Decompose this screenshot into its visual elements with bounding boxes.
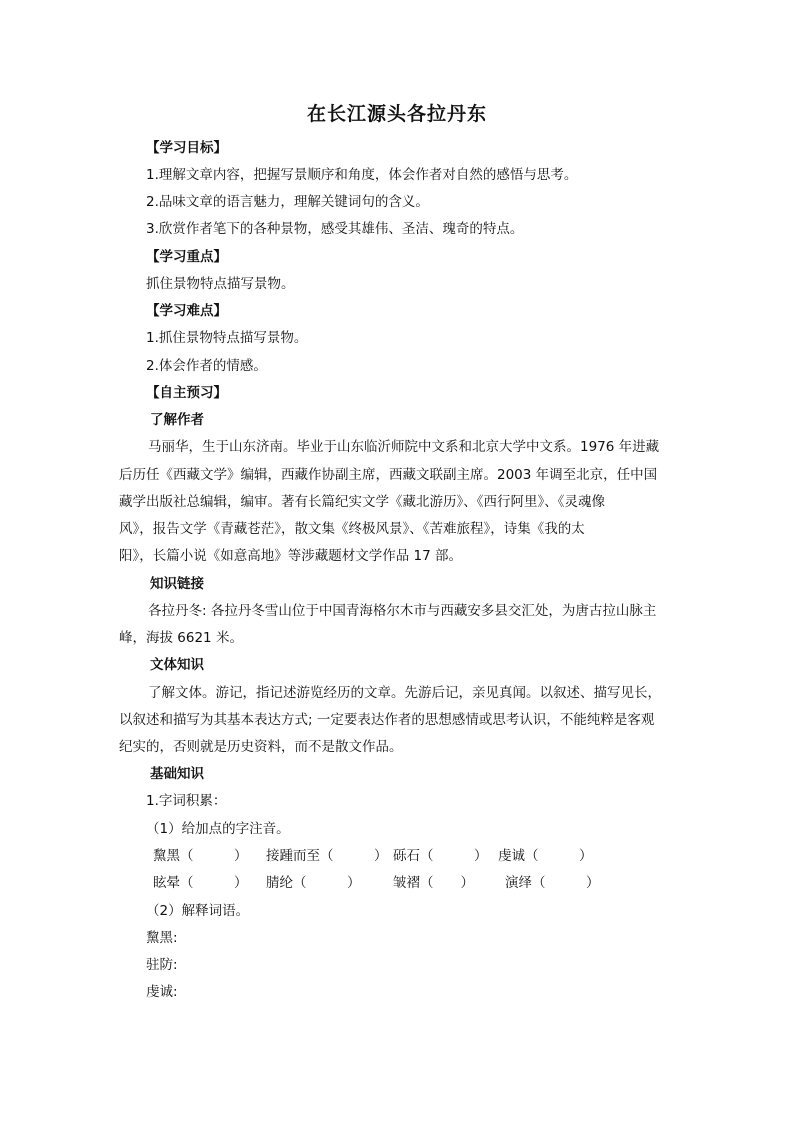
goal-item: 1.理解文章内容，把握写景顺序和角度，体会作者对自然的感悟与思考。 (146, 167, 578, 183)
knowledge-paragraph-line: 峰，海拔 6621 米。 (119, 630, 243, 646)
author-paragraph-line: 风》，报告文学《青藏苍茫》，散文集《终极风景》、《苦难旅程》，诗集《我的太 (119, 521, 585, 537)
section-heading-goals: 【学习目标】 (146, 140, 227, 156)
difficulty-item: 2.体会作者的情感。 (146, 358, 267, 374)
basics-subitem: （2）解释词语。 (146, 903, 250, 919)
section-heading-difficulty: 【学习难点】 (146, 303, 227, 319)
pinyin-blank: 演绎（ ） (505, 875, 600, 891)
author-paragraph-line: 后历任《西藏文学》编辑，西藏作协副主席，西藏文联副主席。2003 年调至北京，任中国 (119, 467, 658, 483)
knowledge-paragraph-line: 各拉丹冬: 各拉丹冬雪山位于中国青海格尔木市与西藏安多县交汇处，为唐古拉山脉主 (148, 603, 657, 619)
page-title: 在长江源头各拉丹东 (306, 103, 487, 125)
pinyin-blank: 砾石（ ） (393, 848, 488, 864)
goal-item: 3.欣赏作者笔下的各种景物，感受其雄伟、圣洁、瑰奇的特点。 (146, 221, 524, 237)
pinyin-blank: 黧黑（ ） (153, 848, 248, 864)
pinyin-blank: 眩晕（ ） (153, 875, 248, 891)
define-word: 黧黑: (146, 930, 178, 946)
pinyin-blank: 接踵而至（ ） (266, 848, 388, 864)
author-paragraph-line: 阳》，长篇小说《如意高地》等涉藏题材文学作品 17 部。 (119, 548, 463, 564)
pinyin-blank: 皱褶（ ） (393, 875, 474, 891)
focus-text: 抓住景物特点描写景物。 (146, 276, 295, 292)
basics-subitem: （1）给加点的字注音。 (146, 821, 290, 837)
genre-paragraph-line: 以叙述和描写为其基本表达方式; 一定要表达作者的思想感情或思考认识，不能纯粹是客观 (119, 712, 655, 728)
basics-item: 1.字词积累： (146, 793, 227, 809)
author-paragraph-line: 马丽华，生于山东济南。毕业于山东临沂师院中文系和北京大学中文系。1976 年进藏 (148, 439, 660, 455)
goal-item: 2.品味文章的语言魅力，理解关键词句的含义。 (146, 194, 429, 210)
subheading-basics: 基础知识 (150, 766, 204, 782)
genre-paragraph-line: 了解文体。游记，指记述游览经历的文章。先游后记，亲见真闻。以叙述、描写见长， (148, 685, 661, 701)
define-word: 驻防: (146, 957, 178, 973)
section-heading-focus: 【学习重点】 (146, 249, 227, 265)
author-paragraph-line: 藏学出版社总编辑，编审。著有长篇纪实文学《藏北游历》、《西行阿里》、《灵魂像 (119, 494, 605, 510)
difficulty-item: 1.抓住景物特点描写景物。 (146, 330, 308, 346)
subheading-genre: 文体知识 (150, 657, 204, 673)
section-heading-preview: 【自主预习】 (146, 385, 227, 401)
pinyin-blank: 腈纶（ ） (266, 875, 361, 891)
subheading-knowledge: 知识链接 (150, 576, 204, 592)
subheading-author: 了解作者 (150, 412, 204, 428)
define-word: 虔诚: (146, 984, 178, 1000)
pinyin-blank: 虔诚（ ） (498, 848, 593, 864)
genre-paragraph-line: 纪实的，否则就是历史资料，而不是散文作品。 (119, 739, 403, 755)
